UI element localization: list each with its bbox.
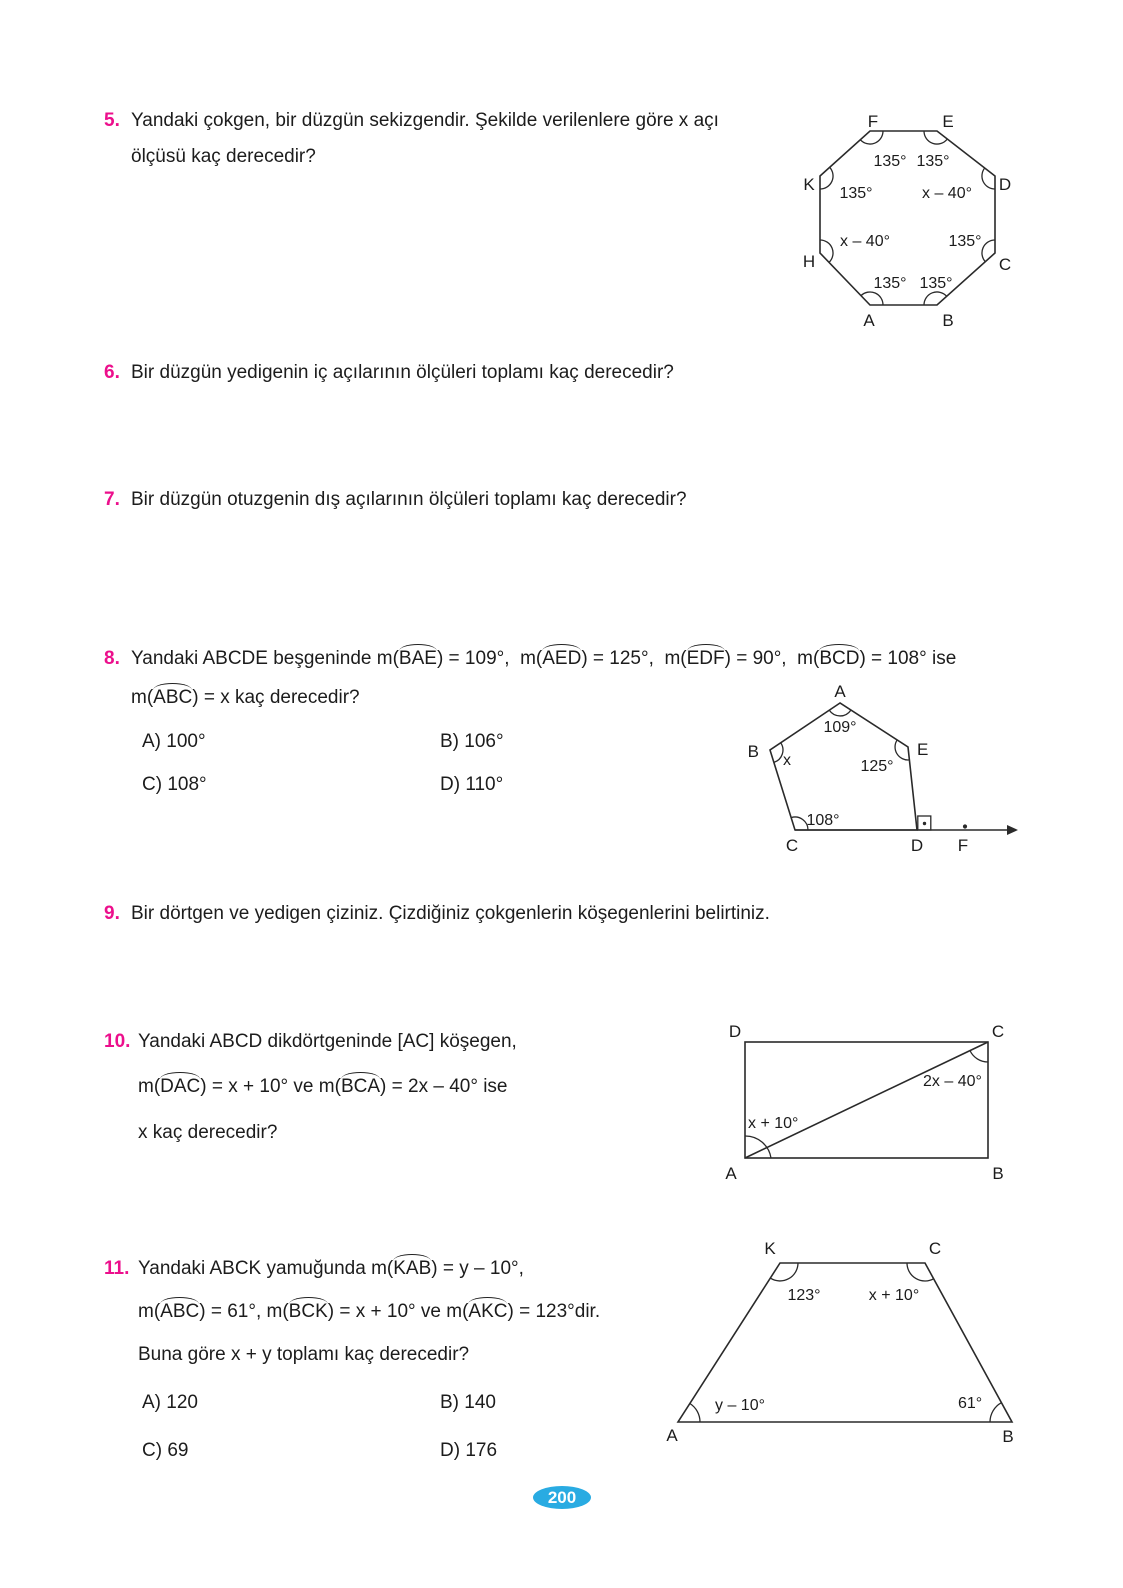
diagonal-ac — [745, 1042, 988, 1158]
question-8-line-2 — [131, 687, 360, 709]
vertex-label-c: C — [928, 1239, 942, 1258]
math-arc-kab: KAB — [393, 1258, 432, 1279]
math-post: ) = 108° ise — [859, 648, 957, 669]
math-mid: ) = x + 10° ve m( — [200, 1076, 341, 1097]
angle-label-k: 135° — [839, 185, 873, 202]
rectangle-diagram — [715, 1015, 1010, 1185]
page-number: 200 — [547, 1487, 577, 1507]
point-label-f: F — [957, 836, 969, 855]
math-arc-akc: AKC — [468, 1301, 508, 1322]
vertex-label-a: A — [666, 1426, 678, 1445]
angle-arc-b — [990, 1403, 1001, 1422]
question-7-text: Bir düzgün otuzgenin dış açılarının ölçüleri toplamı kaç derecedir? — [131, 489, 687, 510]
angle-label-k: 123° — [787, 1287, 821, 1304]
question-8-line-1 — [131, 648, 956, 670]
angle-label-b: 135° — [919, 275, 953, 292]
math-pre: m( — [664, 648, 687, 669]
vertex-label-d: D — [728, 1022, 742, 1041]
angle-label-a: y – 10° — [715, 1397, 765, 1414]
vertex-label-a: A — [725, 1164, 737, 1183]
math-post: ) = 125°, — [581, 648, 665, 669]
math-arc-bca: BCA — [340, 1076, 381, 1097]
question-10-line-1: Yandaki ABCD dikdörtgeninde [AC] köşegen, — [138, 1031, 517, 1052]
math-pre: m( — [376, 648, 399, 669]
math-pre: m( — [138, 1076, 161, 1097]
angle-label-c: 108° — [806, 812, 840, 829]
vertex-label-k: K — [764, 1239, 776, 1258]
angle-label-c: x + 10° — [868, 1287, 920, 1304]
pentagon-diagram — [735, 670, 1025, 865]
math-arc-bck: BCK — [288, 1301, 328, 1322]
math-arc-abc: ABC — [160, 1301, 200, 1322]
vertex-label-c: C — [785, 836, 799, 855]
trapezoid-diagram — [650, 1228, 1025, 1450]
page-number-badge — [533, 1486, 591, 1509]
vertex-label-d: D — [998, 175, 1012, 194]
angle-arc-c — [970, 1051, 988, 1062]
question-11-line-1 — [138, 1258, 524, 1280]
vertex-label-c: C — [998, 255, 1012, 274]
right-angle-dot — [923, 822, 926, 825]
angle-arc-a — [829, 710, 851, 716]
math-mid: ) = 61°, m( — [199, 1301, 289, 1322]
vertex-label-e: E — [942, 112, 954, 131]
math-post: ) = x kaç derecedir? — [192, 687, 360, 708]
angle-label-h: x – 40° — [840, 233, 890, 250]
vertex-label-b: B — [992, 1164, 1004, 1183]
vertex-label-c: C — [991, 1022, 1005, 1041]
math-post: ) = y – 10°, — [431, 1258, 524, 1279]
question-6-text: Bir düzgün yedigenin iç açılarının ölçüleri toplamı kaç derecedir? — [131, 362, 674, 383]
question-11-option-b: B) 140 — [440, 1392, 496, 1413]
angle-label-a: 109° — [823, 719, 857, 736]
angle-label-e: 135° — [916, 153, 950, 170]
angle-label-c: 135° — [948, 233, 982, 250]
question-8-option-a: A) 100° — [142, 731, 206, 752]
angle-label-d: x – 40° — [922, 185, 972, 202]
question-10-line-2 — [138, 1076, 508, 1098]
point-f-dot — [963, 824, 967, 828]
question-10-line-3: x kaç derecedir? — [138, 1122, 278, 1143]
math-arc-aed: AED — [542, 648, 582, 669]
question-8-option-c: C) 108° — [142, 774, 207, 795]
angle-label-e: 125° — [860, 758, 894, 775]
question-9-text: Bir dörtgen ve yedigen çiziniz. Çizdiğiniz çokgenlerin köşegenlerini belirtiniz. — [131, 903, 770, 924]
math-pre: m( — [138, 1301, 161, 1322]
vertex-label-a: A — [834, 682, 846, 701]
angle-label-a: 135° — [873, 275, 907, 292]
math-pre: Yandaki ABCK yamuğunda m( — [138, 1258, 394, 1279]
angle-label-b: 61° — [958, 1395, 983, 1412]
question-7-number: 7. — [104, 489, 120, 510]
math-arc-bae: BAE — [398, 648, 437, 669]
question-11-number: 11. — [104, 1258, 130, 1279]
math-post: ) = 2x – 40° ise — [380, 1076, 508, 1097]
vertex-label-f: F — [867, 112, 879, 131]
math-arc-edf: EDF — [686, 648, 725, 669]
octagon-outline — [820, 131, 995, 305]
vertex-label-h: H — [802, 252, 816, 271]
question-11-line-3: Buna göre x + y toplamı kaç derecedir? — [138, 1344, 470, 1365]
math-post: ) = 109°, — [436, 648, 521, 669]
angle-arc-a — [745, 1136, 771, 1158]
math-arc-dac: DAC — [160, 1076, 201, 1097]
question-11-option-c: C) 69 — [142, 1440, 189, 1461]
octagon-diagram — [790, 106, 1020, 334]
question-8-number: 8. — [104, 648, 120, 669]
question-8-intro: Yandaki ABCDE beşgeninde — [131, 648, 377, 669]
question-5-line-1: Yandaki çokgen, bir düzgün sekizgendir. Şekilde verilenlere göre x açı — [131, 110, 719, 131]
question-9-number: 9. — [104, 903, 120, 924]
vertex-label-b: B — [942, 311, 954, 330]
angle-label-c: 2x – 40° — [923, 1073, 982, 1090]
angle-label-b: x — [783, 752, 791, 769]
angle-label-a: x + 10° — [748, 1115, 799, 1132]
math-post: ) = 123°dir. — [507, 1301, 601, 1322]
math-pre: m( — [131, 687, 154, 708]
question-11-option-d: D) 176 — [440, 1440, 498, 1461]
ray-arrowhead — [1007, 825, 1018, 835]
angle-arc-a — [690, 1404, 700, 1423]
angle-label-f: 135° — [873, 153, 907, 170]
math-post: ) = 90°, — [724, 648, 798, 669]
vertex-label-d: D — [910, 836, 924, 855]
math-mid: ) = x + 10° ve m( — [327, 1301, 469, 1322]
question-11-line-2 — [138, 1301, 600, 1323]
vertex-label-a: A — [863, 311, 875, 330]
question-5-line-2: ölçüsü kaç derecedir? — [131, 146, 316, 167]
math-arc-bcd: BCD — [819, 648, 860, 669]
question-8-option-d: D) 110° — [440, 774, 504, 795]
angle-arc-e — [924, 131, 947, 144]
question-11-option-a: A) 120 — [142, 1392, 198, 1413]
question-6-number: 6. — [104, 362, 120, 383]
vertex-label-b: B — [1002, 1427, 1014, 1446]
math-arc-abc: ABC — [153, 687, 193, 708]
math-pre: m( — [797, 648, 820, 669]
vertex-label-k: K — [803, 175, 815, 194]
question-8-option-b: B) 106° — [440, 731, 504, 752]
math-pre: m( — [520, 648, 543, 669]
question-5-number: 5. — [104, 110, 120, 131]
question-10-number: 10. — [104, 1031, 131, 1052]
vertex-label-e: E — [917, 740, 929, 759]
vertex-label-b: B — [747, 742, 759, 761]
